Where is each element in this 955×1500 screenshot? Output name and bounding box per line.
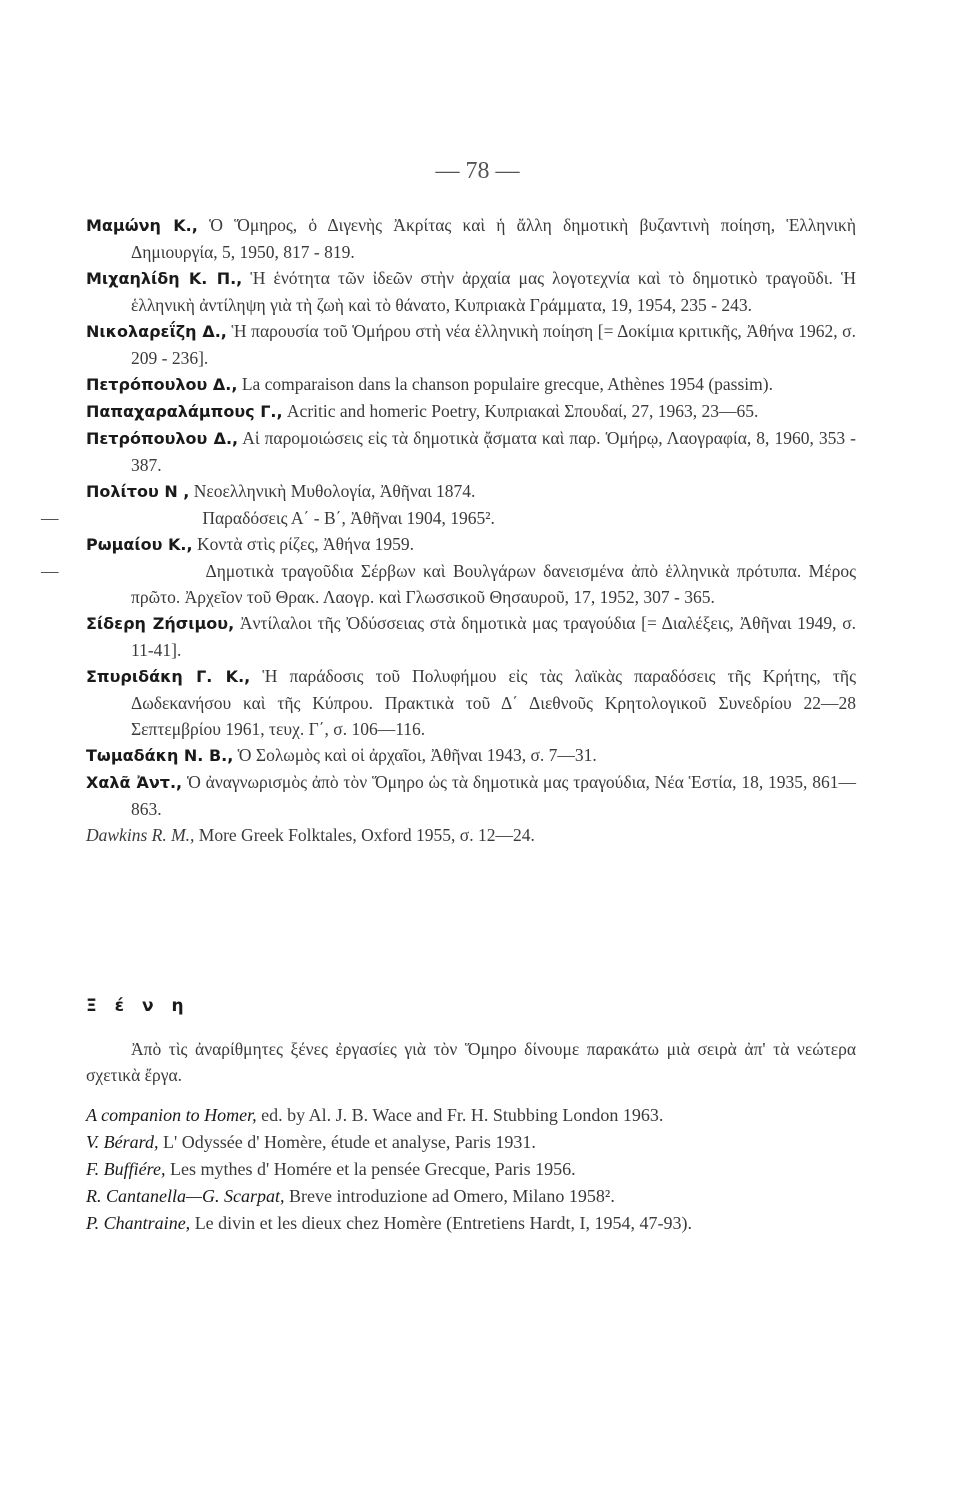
bib-entry xyxy=(86,822,856,848)
bib-entry xyxy=(86,212,856,265)
section-heading: Ξ έ ν η xyxy=(86,996,190,1016)
entry-text: Αἱ παρομοιώσεις εἰς τὰ δημοτικὰ ᾄσματα καὶ παρ. Ὁμήρῳ, Λαογραφία, 8, 1960, 353 - 387. xyxy=(131,428,856,475)
entry-author: Πετρόπουλου Δ., xyxy=(86,429,239,448)
bib-entry xyxy=(41,558,857,610)
bib-entry xyxy=(86,398,856,425)
entry-author: Μιχαηλίδη Κ. Π., xyxy=(86,269,243,288)
entry-text: Παραδόσεις Α΄ - Β΄, Ἀθῆναι 1904, 1965². xyxy=(202,508,495,528)
entry-author: Ρωμαίου Κ., xyxy=(86,535,193,554)
bib-entry xyxy=(86,663,856,742)
entry-text: ed. by Al. J. B. Wace and Fr. H. Stubbing London 1963. xyxy=(261,1105,664,1125)
foreign-bibliography xyxy=(86,1102,856,1237)
bib-entry xyxy=(86,1210,856,1236)
entry-text: Δημοτικὰ τραγοῦδια Σέρβων καὶ Βουλγάρων δανεισμένα ἀπὸ ἑλληνικὰ πρότυπα. Μέρος πρῶτο. Ἀρχεῖον τοῦ Θρακ. Λαογρ. καὶ Γλωσσικοῦ Θησαυροῦ, 17, 1952, 307 - 365. xyxy=(131,561,857,607)
bib-entry xyxy=(86,1102,856,1128)
entry-author: R. Cantanella—G. Scarpat, xyxy=(86,1186,285,1206)
entry-author: Χαλᾶ Ἀντ., xyxy=(86,773,183,792)
entry-text: Les mythes d' Homére et la pensée Grecque, Paris 1956. xyxy=(170,1159,576,1179)
bib-entry xyxy=(41,505,856,531)
ditto-dash: — xyxy=(41,508,59,528)
bib-entry xyxy=(86,531,856,558)
bib-entry xyxy=(86,425,856,478)
bib-entry xyxy=(86,1183,856,1209)
bib-entry xyxy=(86,478,856,505)
bib-entry xyxy=(86,769,856,822)
entry-author: Dawkins R. M., xyxy=(86,825,195,845)
bib-entry xyxy=(86,1129,856,1155)
entry-author: V. Bérard, xyxy=(86,1132,159,1152)
entry-text: Ἀντίλαλοι τῆς Ὀδύσσειας στὰ δημοτικὰ μας τραγούδια [= Διαλέξεις, Ἀθῆναι 1949, σ. 11-41]. xyxy=(131,613,857,660)
entry-text: Le divin et les dieux chez Homère (Entretiens Hardt, I, 1954, 47-93). xyxy=(194,1213,693,1233)
greek-bibliography xyxy=(41,212,857,848)
entry-text: More Greek Folktales, Oxford 1955, σ. 12—24. xyxy=(198,825,535,845)
entry-text: Ὁ Ὅμηρος, ὁ Διγενὴς Ἀκρίτας καὶ ἡ ἄλλη δημοτικὴ βυζαντινὴ ποίηση, Ἑλληνικὴ Δημιουργία, 5, 1950, 817 - 819. xyxy=(131,215,856,262)
entry-author: Παπαχαραλάμπους Γ., xyxy=(86,402,283,421)
intro-paragraph: Ἀπὸ τὶς ἀναρίθμητες ξένες ἐργασίες γιὰ τὸν Ὅμηρο δίνουμε παρακάτω μιὰ σειρὰ ἀπ' τὰ νεώτερα σχετικὰ ἔργα. xyxy=(86,1039,856,1085)
entry-text: Acritic and homeric Poetry, Κυπριακαὶ Σπουδαί, 27, 1963, 23—65. xyxy=(286,401,759,421)
entry-author: Σίδερη Ζήσιμου, xyxy=(86,614,235,633)
page-number: — 78 — xyxy=(435,158,520,184)
entry-author: A companion to Homer, xyxy=(86,1105,257,1125)
bib-entry xyxy=(86,371,856,398)
entry-author: Νικολαρεΐζη Δ., xyxy=(86,322,227,341)
entry-text: La comparaison dans la chanson populaire grecque, Athènes 1954 (passim). xyxy=(241,374,773,394)
bib-entry xyxy=(86,265,856,318)
entry-author: Μαμώνη Κ., xyxy=(86,216,198,235)
bib-entry xyxy=(86,318,856,371)
entry-author: Τωμαδάκη Ν. Β., xyxy=(86,746,234,765)
bib-entry xyxy=(86,742,856,769)
entry-author: Πολίτου Ν , xyxy=(86,482,190,501)
entry-text: Ἡ παράδοσις τοῦ Πολυφήμου εἰς τὰς λαϊκὰς παραδόσεις τῆς Κρήτης, τῆς Δωδεκανήσου καὶ τῆς Κύπρου. Πρακτικὰ τοῦ Δ΄ Διεθνοῦς Κρητολογικοῦ Συνεδρίου 22—28 Σεπτεμβρίου 1961, τευχ. Γ΄, σ. 106—116. xyxy=(131,666,856,739)
entry-text: Κοντὰ στὶς ρίζες, Ἀθήνα 1959. xyxy=(196,534,415,554)
entry-text: Ἡ ἑνότητα τῶν ἰδεῶν στὴν ἀρχαία μας λογοτεχνία καὶ τὸ δημοτικὸ τραγοῦδι. Ἡ ἑλληνικὴ ἀντίληψη γιὰ τὴ ζωὴ καὶ τὸ θάνατο, Κυπριακὰ Γράμματα, 19, 1954, 235 - 243. xyxy=(131,268,857,315)
entry-text: Ὁ ἀναγνωρισμὸς ἀπὸ τὸν Ὅμηρο ὡς τὰ δημοτικὰ μας τραγούδια, Νέα Ἑστία, 18, 1935, 861—863. xyxy=(131,772,856,819)
bib-entry xyxy=(86,610,856,663)
entry-author: Πετρόπουλου Δ., xyxy=(86,375,238,394)
ditto-dash: — xyxy=(41,561,59,581)
entry-text: Νεοελληνικὴ Μυθολογία, Ἀθῆναι 1874. xyxy=(193,481,476,501)
entry-author: Σπυριδάκη Γ. Κ., xyxy=(86,667,251,686)
entry-author: F. Buffiére, xyxy=(86,1159,166,1179)
entry-text: Ὁ Σολωμὸς καὶ οἱ ἀρχαῖοι, Ἀθῆναι 1943, σ. 7—31. xyxy=(237,745,597,765)
entry-text: Breve introduzione ad Omero, Milano 1958². xyxy=(289,1186,615,1206)
entry-text: Ἡ παρουσία τοῦ Ὁμήρου στὴ νέα ἑλληνικὴ ποίηση [= Δοκίμια κριτικῆς, Ἀθήνα 1962, σ. 209 - 236]. xyxy=(131,321,856,368)
entry-text: L' Odyssée d' Homère, étude et analyse, Paris 1931. xyxy=(163,1132,536,1152)
entry-author: P. Chantraine, xyxy=(86,1213,191,1233)
bib-entry xyxy=(86,1156,856,1182)
